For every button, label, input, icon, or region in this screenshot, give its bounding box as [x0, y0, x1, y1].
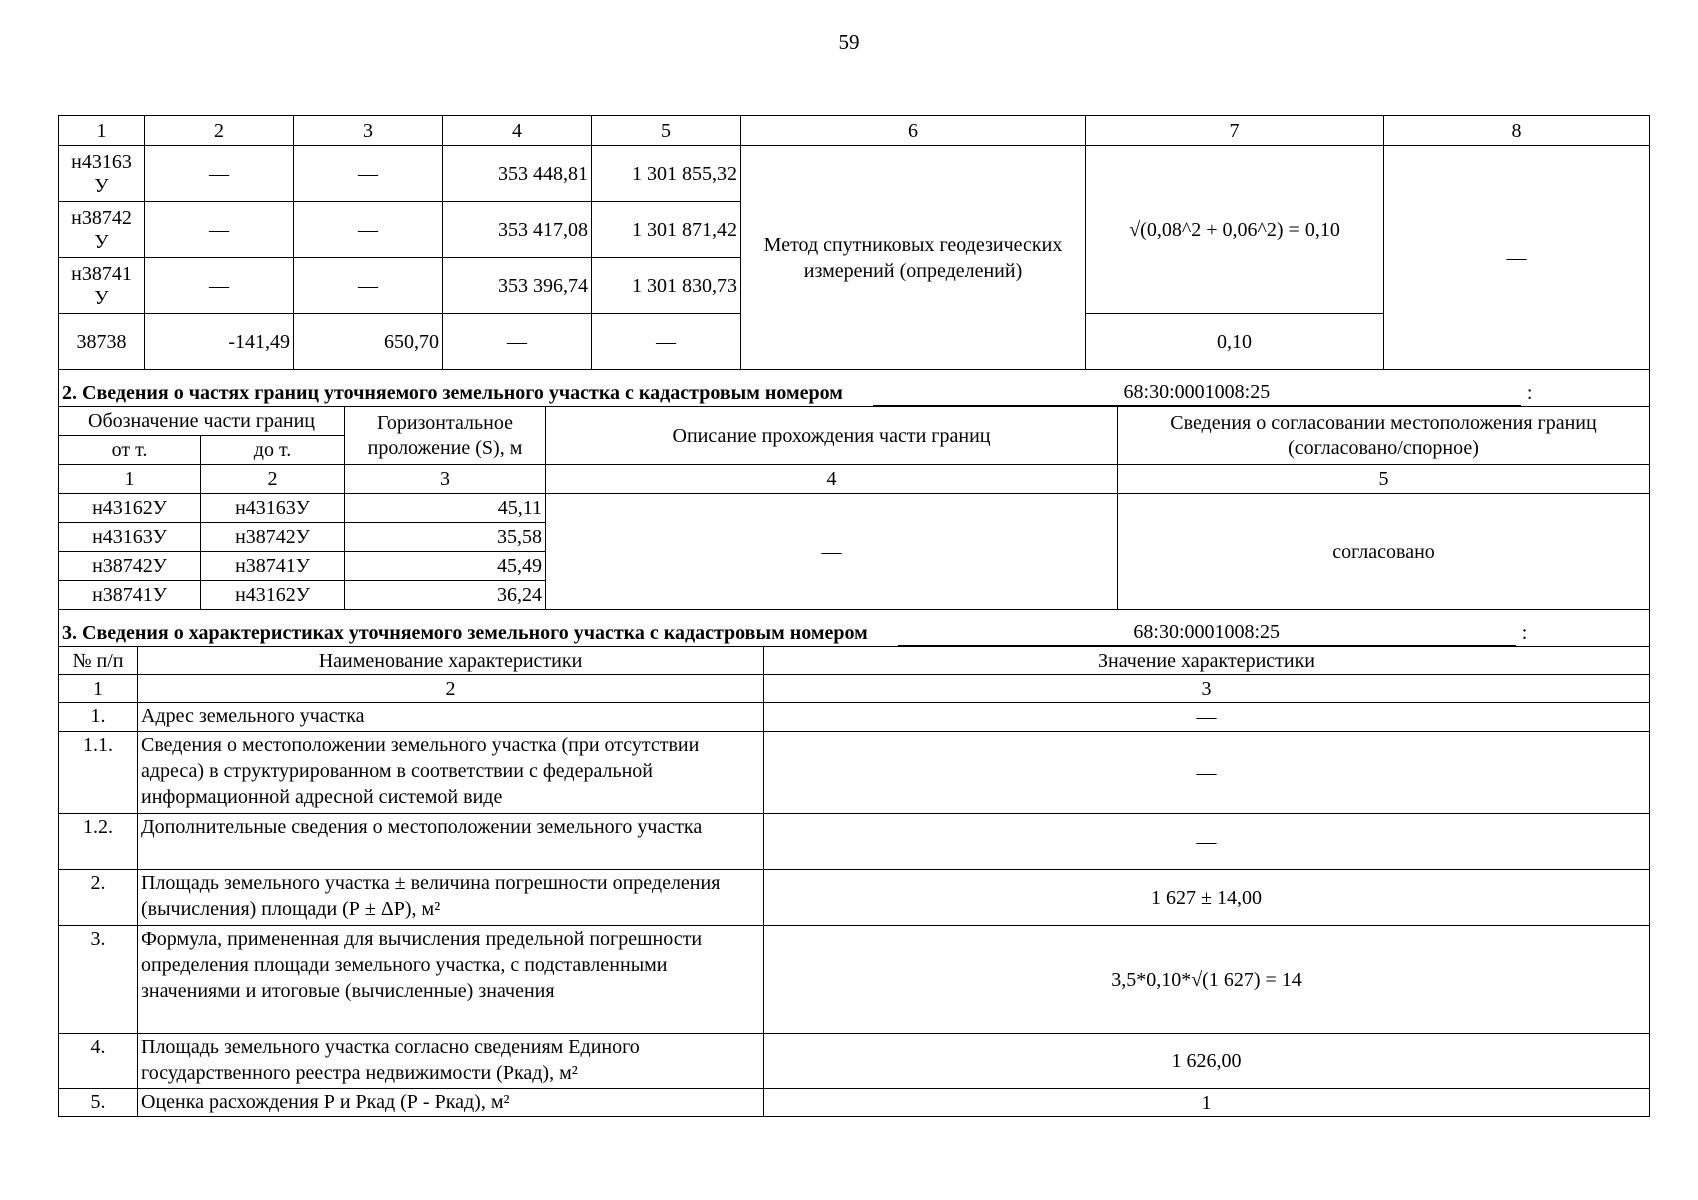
from-header: от т.	[59, 436, 201, 465]
header-row	[59, 407, 1650, 436]
table-row	[59, 814, 1650, 870]
page-number: 59	[838, 30, 860, 54]
horizontal-header: Горизонтальное проложение (S), м	[345, 407, 546, 465]
horizontal-distance: 45,11	[345, 494, 546, 523]
table-row	[59, 732, 1650, 814]
section-2-title	[59, 370, 1650, 407]
y-coordinate: —	[592, 314, 741, 370]
characteristic-value: 1	[764, 1089, 1650, 1117]
section-title: 3. Сведения о характеристиках уточняемого земельного участка с кадастровым номером	[62, 622, 868, 644]
header-cell: 3	[294, 116, 443, 146]
table-row	[59, 146, 1650, 202]
header-cell: 6	[741, 116, 1086, 146]
table-cell: —	[294, 258, 443, 314]
characteristic-value: —	[764, 703, 1650, 732]
part-designation-header: Обозначение части границ	[59, 407, 345, 436]
number-cell: 1	[59, 675, 138, 703]
point-label: н38741 У	[59, 258, 145, 314]
y-coordinate: 1 301 830,73	[592, 258, 741, 314]
horizontal-distance: 45,49	[345, 552, 546, 581]
name-header: Наименование характеристики	[138, 647, 764, 675]
row-number: 5.	[59, 1089, 138, 1117]
number-cell: 2	[201, 465, 345, 494]
horizontal-distance: 35,58	[345, 523, 546, 552]
table-row	[59, 926, 1650, 1034]
boundary-parts-table	[58, 369, 1650, 610]
characteristic-value: 1 626,00	[764, 1034, 1650, 1089]
characteristic-name: Дополнительные сведения о местоположении земельного участка	[138, 814, 764, 870]
x-coordinate: 353 417,08	[443, 202, 592, 258]
characteristic-name: Сведения о местоположении земельного участка (при отсутствии адреса) в структурированном в соответствии с федеральной информационной адресной системой виде	[138, 732, 764, 814]
table-cell: —	[294, 146, 443, 202]
characteristic-value: —	[764, 814, 1650, 870]
point-label: н38742 У	[59, 202, 145, 258]
x-coordinate: 353 448,81	[443, 146, 592, 202]
row-number: 1.1.	[59, 732, 138, 814]
table-cell: —	[294, 202, 443, 258]
number-cell: 2	[138, 675, 764, 703]
characteristic-value: 1 627 ± 14,00	[764, 870, 1650, 926]
y-coordinate: 1 301 871,42	[592, 202, 741, 258]
accuracy-cell: 0,10	[1086, 314, 1384, 370]
table-cell: —	[145, 146, 294, 202]
to-point: н38742У	[201, 523, 345, 552]
table-cell: —	[145, 258, 294, 314]
characteristic-value: 3,5*0,10*√(1 627) = 14	[764, 926, 1650, 1034]
num-header: № п/п	[59, 647, 138, 675]
point-label: н43163 У	[59, 146, 145, 202]
table-row	[59, 1034, 1650, 1089]
characteristic-value: —	[764, 732, 1650, 814]
agreement-value: согласовано	[1118, 494, 1650, 610]
characteristic-name: Оценка расхождения Р и Ркад (Р - Ркад), м²	[138, 1089, 764, 1117]
y-coordinate: 1 301 855,32	[592, 146, 741, 202]
from-point: н43163У	[59, 523, 201, 552]
horizontal-distance: 36,24	[345, 581, 546, 610]
header-row	[59, 647, 1650, 675]
table-row	[59, 1089, 1650, 1117]
header-cell: 4	[443, 116, 592, 146]
coordinates-header-row	[59, 116, 1650, 146]
cadastral-number: 68:30:0001008:25	[898, 619, 1516, 646]
number-cell: 4	[546, 465, 1118, 494]
number-row	[59, 465, 1650, 494]
section-title: 2. Сведения о частях границ уточняемого земельного участка с кадастровым номером	[62, 382, 843, 404]
table-row	[59, 870, 1650, 926]
header-cell: 8	[1384, 116, 1650, 146]
characteristics-table	[58, 609, 1650, 1117]
table-cell: 650,70	[294, 314, 443, 370]
formula-cell: √(0,08^2 + 0,06^2) = 0,10	[1086, 146, 1384, 314]
point-label: 38738	[59, 314, 145, 370]
characteristic-name: Площадь земельного участка ± величина погрешности определения (вычисления) площади (Р ± ΔР), м²	[138, 870, 764, 926]
from-point: н38742У	[59, 552, 201, 581]
header-cell: 5	[592, 116, 741, 146]
characteristic-name: Площадь земельного участка согласно сведениям Единого государственного реестра недвижимости (Ркад), м²	[138, 1034, 764, 1089]
characteristic-name: Формула, примененная для вычисления предельной погрешности определения площади земельного участка, с подставленными значениями и итоговые (вычисленные) значения	[138, 926, 764, 1034]
number-cell: 5	[1118, 465, 1650, 494]
table-cell: —	[145, 202, 294, 258]
colon: :	[1526, 382, 1533, 404]
coordinates-table	[58, 115, 1650, 370]
header-cell: 7	[1086, 116, 1384, 146]
row-number: 3.	[59, 926, 138, 1034]
number-cell: 3	[345, 465, 546, 494]
agreement-header: Сведения о согласовании местоположения границ (согласовано/спорное)	[1118, 407, 1650, 465]
x-coordinate: 353 396,74	[443, 258, 592, 314]
table-cell: -141,49	[145, 314, 294, 370]
to-point: н43163У	[201, 494, 345, 523]
to-point: н43162У	[201, 581, 345, 610]
description-value: —	[546, 494, 1118, 610]
col8-cell: —	[1384, 146, 1650, 370]
row-number: 1.2.	[59, 814, 138, 870]
section-3-title-row	[59, 610, 1650, 647]
cadastral-number: 68:30:0001008:25	[873, 379, 1521, 406]
table-row	[59, 703, 1650, 732]
x-coordinate: —	[443, 314, 592, 370]
number-row	[59, 675, 1650, 703]
row-number: 2.	[59, 870, 138, 926]
from-point: н43162У	[59, 494, 201, 523]
to-point: н38741У	[201, 552, 345, 581]
header-cell: 1	[59, 116, 145, 146]
from-point: н38741У	[59, 581, 201, 610]
row-number: 4.	[59, 1034, 138, 1089]
row-number: 1.	[59, 703, 138, 732]
characteristic-name: Адрес земельного участка	[138, 703, 764, 732]
section-3-title	[59, 610, 1650, 647]
colon: :	[1521, 622, 1528, 644]
to-header: до т.	[201, 436, 345, 465]
section-2-title-row	[59, 370, 1650, 407]
number-cell: 1	[59, 465, 201, 494]
table-row	[59, 494, 1650, 523]
value-header: Значение характеристики	[764, 647, 1650, 675]
method-cell: Метод спутниковых геодезических измерений (определений)	[741, 146, 1086, 370]
header-cell: 2	[145, 116, 294, 146]
description-header: Описание прохождения части границ	[546, 407, 1118, 465]
number-cell: 3	[764, 675, 1650, 703]
